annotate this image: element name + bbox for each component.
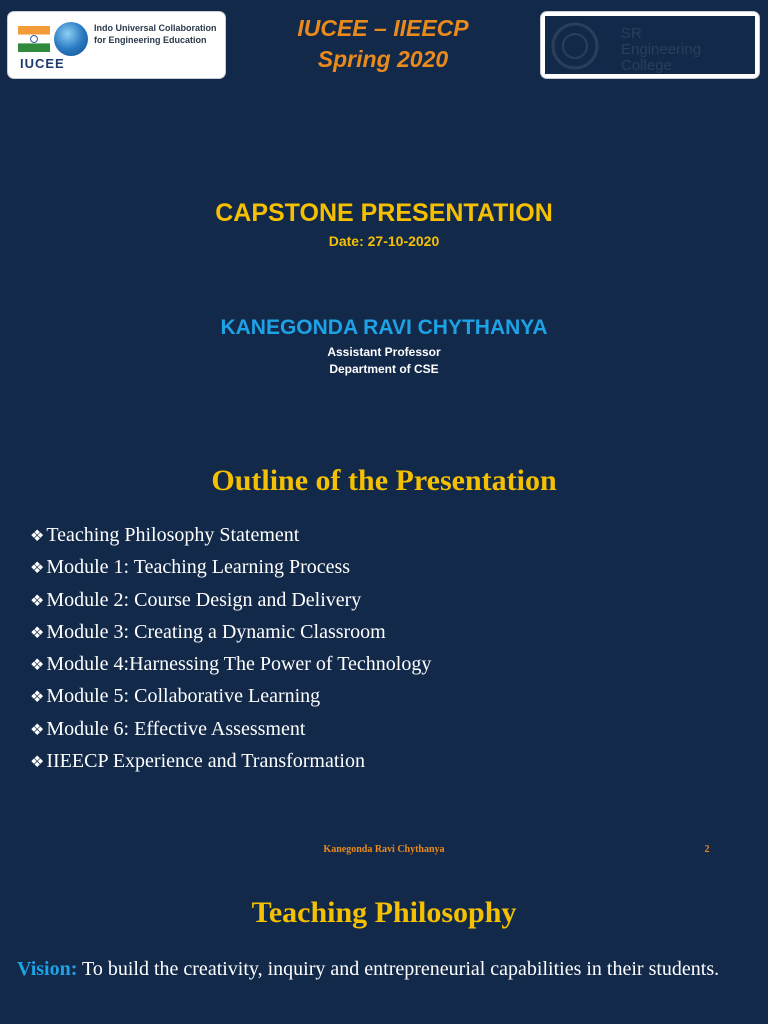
college-logo-text: SR Engineering College [621, 25, 702, 74]
outline-title: Outline of the Presentation [211, 464, 557, 497]
slide-footer-name: Kanegonda Ravi Chythanya [323, 844, 445, 855]
diamond-bullet-icon: ❖ [30, 528, 45, 545]
iucee-logo [8, 12, 225, 78]
program-term: Spring 2020 [317, 46, 449, 72]
college-logo-panel [545, 16, 755, 74]
diamond-bullet-icon: ❖ [30, 592, 45, 610]
teaching-philosophy-slide [0, 865, 768, 1024]
vision-label: Vision: [17, 958, 78, 980]
diamond-bullet-icon: ❖ [30, 624, 45, 642]
presenter-role: Assistant Professor [327, 345, 441, 359]
program-title: IUCEE – IIEECP [297, 15, 469, 41]
presentation-title: CAPSTONE PRESENTATION [215, 199, 553, 227]
list-item: ❖ Module 2: Course Design and Delivery [30, 588, 362, 611]
slide-page-number: 2 [704, 844, 710, 855]
list-item: ❖ Module 3: Creating a Dynamic Classroom [30, 620, 386, 643]
presentation-date: Date: 27-10-2020 [328, 233, 440, 249]
diamond-bullet-icon: ❖ [30, 721, 45, 739]
india-flag-icon [18, 26, 50, 52]
globe-icon [54, 22, 88, 56]
diamond-bullet-icon: ❖ [30, 560, 45, 578]
vision-statement [17, 957, 751, 982]
teaching-philosophy-title: Teaching Philosophy [251, 896, 517, 929]
diamond-bullet-icon: ❖ [30, 657, 45, 675]
list-item: ❖ Module 1: Teaching Learning Process [30, 556, 351, 579]
outline-slide [0, 440, 768, 865]
vision-text: To build the creativity, inquiry and entrepreneurial capabilities in their students. [82, 958, 720, 980]
college-logo [541, 12, 759, 78]
list-item: ❖ Module 6: Effective Assessment [30, 717, 306, 740]
diamond-bullet-icon: ❖ [30, 689, 45, 707]
list-item: ❖ Module 5: Collaborative Learning [30, 685, 321, 708]
presenter-department: Department of CSE [329, 362, 439, 376]
list-item: ❖ Module 4:Harnessing The Power of Technology [30, 653, 432, 676]
diamond-bullet-icon: ❖ [30, 754, 45, 772]
iucee-logo-text: Indo Universal Collaboration for Engineering Education [94, 23, 217, 45]
title-slide [0, 0, 768, 440]
list-item: ❖ IIEECP Experience and Transformation [30, 750, 365, 773]
college-emblem-icon [547, 18, 607, 72]
outline-list [30, 523, 431, 781]
list-item: ❖ Teaching Philosophy Statement [30, 524, 300, 546]
presenter-name: KANEGONDA RAVI CHYTHANYA [220, 316, 548, 339]
iucee-logo-word: IUCEE [20, 56, 65, 71]
